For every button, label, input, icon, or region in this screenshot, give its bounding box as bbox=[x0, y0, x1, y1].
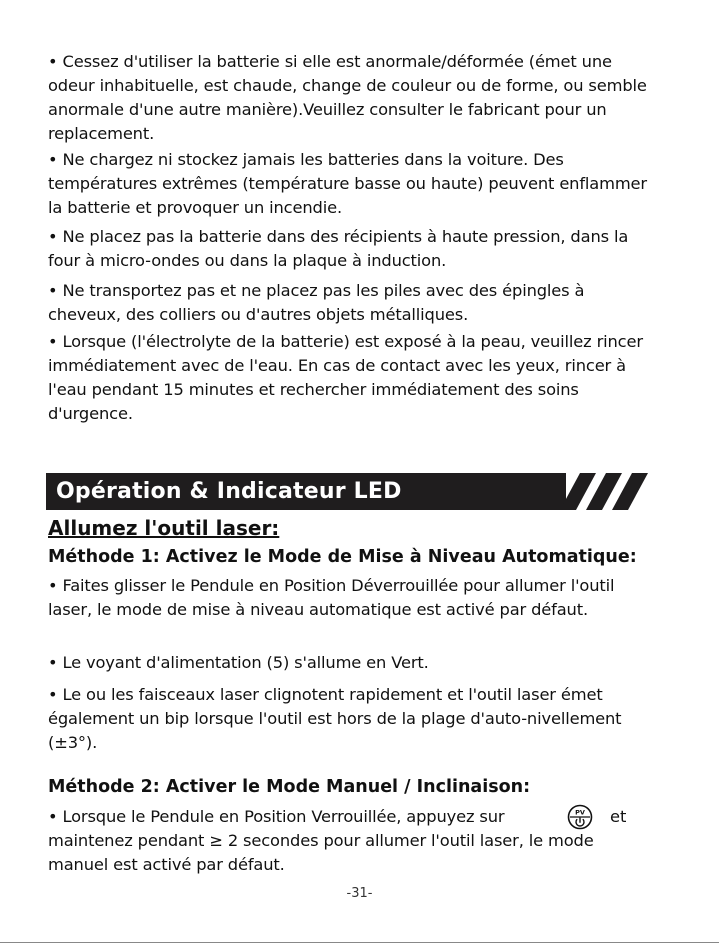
pv-label: PV bbox=[575, 808, 585, 817]
method1-title: Méthode 1: Activez le Mode de Mise à Niveau Automatique: bbox=[48, 547, 637, 567]
method1-bullet-led: • Le voyant d'alimentation (5) s'allume en Vert. bbox=[48, 653, 429, 672]
power-pv-button-icon bbox=[567, 804, 593, 830]
section-banner bbox=[46, 473, 646, 510]
warning-high-pressure: • Ne placez pas la batterie dans des récipients à haute pression, dans la four à micro-ondes ou dans la plaque à induction. bbox=[48, 227, 629, 270]
page-number: -31- bbox=[346, 886, 373, 901]
method2-bullet-part3: maintenez pendant ≥ 2 secondes pour allumer l'outil laser, le mode manuel est activé par défaut. bbox=[48, 831, 594, 874]
section-subtitle: Allumez l'outil laser: bbox=[48, 516, 280, 540]
warning-car-storage: • Ne chargez ni stockez jamais les batteries dans la voiture. Des températures extrêmes (température basse ou haute) peuvent enflammer la batterie et provoquer un incendie. bbox=[48, 150, 647, 217]
slash-stripes-icon bbox=[560, 473, 650, 510]
method2-bullet-part2: et bbox=[610, 807, 627, 826]
section-title: Opération & Indicateur LED bbox=[56, 479, 402, 504]
method1-bullet-beams: • Le ou les faisceaux laser clignotent rapidement et l'outil laser émet également un bip lorsque l'outil est hors de la plage d'auto-nivellement (±3°). bbox=[48, 685, 622, 752]
method1-bullet-slide: • Faites glisser le Pendule en Position Déverrouillée pour allumer l'outil laser, le mode de mise à niveau automatique est activé par défaut. bbox=[48, 576, 615, 619]
bottom-rule bbox=[0, 942, 719, 943]
warning-metal-objects: • Ne transportez pas et ne placez pas les piles avec des épingles à cheveux, des colliers ou d'autres objets métalliques. bbox=[48, 281, 585, 324]
method2-bullet-part1: • Lorsque le Pendule en Position Verrouillée, appuyez sur bbox=[48, 807, 505, 826]
warning-abnormal-battery: • Cessez d'utiliser la batterie si elle est anormale/déformée (émet une odeur inhabituelle, est chaude, change de couleur ou de forme, ou semble anormale d'une autre manière).Veuillez consulter le fabricant pour un replacement. bbox=[48, 52, 647, 143]
method2-title: Méthode 2: Activer le Mode Manuel / Inclinaison: bbox=[48, 777, 531, 797]
warning-electrolyte: • Lorsque (l'électrolyte de la batterie) est exposé à la peau, veuillez rincer immédiatement avec de l'eau. En cas de contact avec les yeux, rincer à l'eau pendant 15 minutes et rechercher immédiatement des soins d'urgence. bbox=[48, 332, 643, 423]
